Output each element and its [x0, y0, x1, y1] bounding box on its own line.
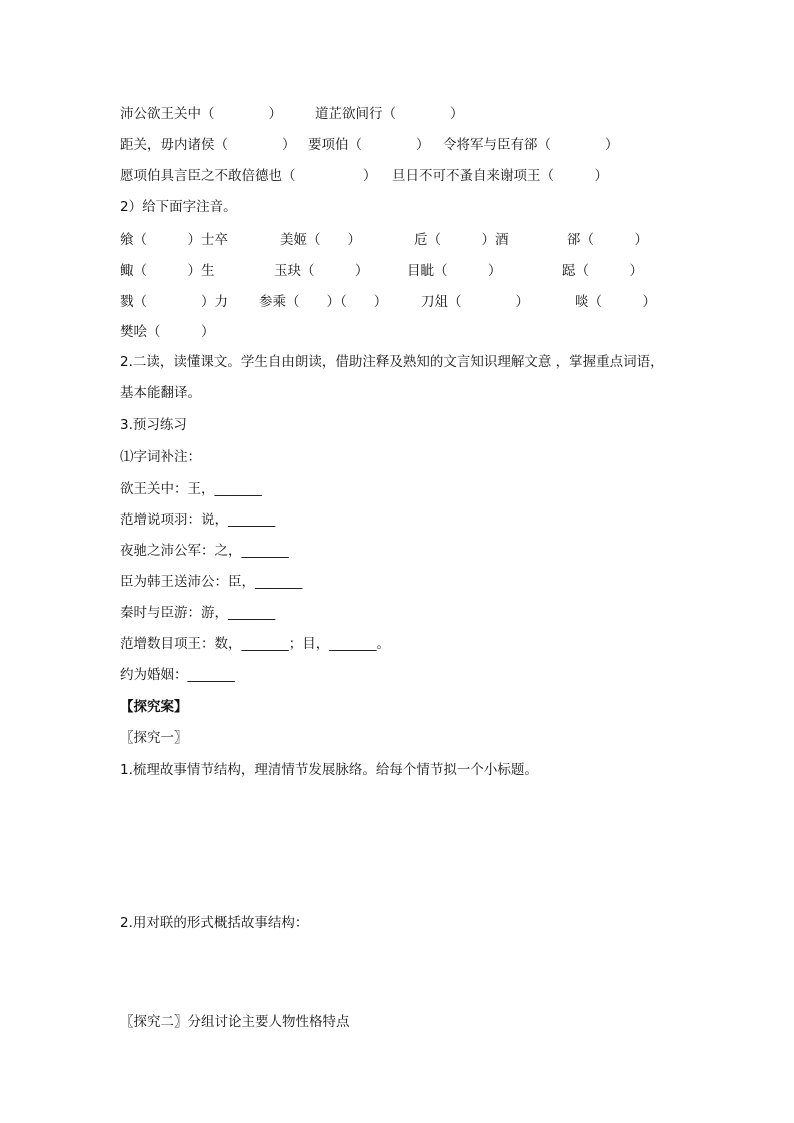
- phonetic-item: 参乘（ ）（ ）: [259, 294, 388, 310]
- pinyin-item: 道芷欲间行（ ）: [315, 106, 464, 122]
- pinyin-item: 令将军与臣有郤（ ）: [443, 137, 619, 153]
- phonetic-item: 郤（ ）: [567, 232, 648, 248]
- explore-two-heading: 〖探究二〗分组讨论主要人物性格特点: [120, 1014, 350, 1030]
- word-note: 欲王关中：王，_______: [120, 481, 262, 497]
- phonetic-item: 鲰（ ）生: [120, 263, 215, 279]
- section-heading: 3.预习练习: [120, 417, 187, 433]
- word-note: 秦时与臣游：游，_______: [120, 605, 276, 621]
- section-heading: 2）给下面字注音。: [120, 199, 237, 215]
- phonetic-item: 飨（ ）士卒: [120, 232, 228, 248]
- pinyin-item: 距关，毋内诸侯（ ）: [120, 137, 296, 153]
- phonetic-item: 美姬（ ）: [280, 232, 361, 248]
- word-note: 范增数目项王：数，_______；目，_______。: [120, 636, 390, 652]
- phonetic-item: 戮（ ）力: [120, 294, 228, 310]
- pinyin-item: 沛公欲王关中（ ）: [120, 106, 282, 122]
- phonetic-item: 卮（ ）酒: [414, 232, 509, 248]
- word-note: 臣为韩王送沛公：臣，_______: [120, 574, 303, 590]
- explore-one-heading: 〖探究一〗: [120, 730, 188, 746]
- phonetic-item: 玉玦（ ）: [274, 263, 369, 279]
- word-note: 夜驰之沛公军：之，_______: [120, 543, 289, 559]
- phonetic-item: 樊哙（ ）: [120, 324, 215, 340]
- task-item: 2.用对联的形式概括故事结构：: [120, 915, 309, 931]
- pinyin-item: 旦日不可不蚤自来谢项王（ ）: [392, 168, 608, 184]
- pinyin-item: 愿项伯具言臣之不敢倍德也（ ）: [120, 168, 377, 184]
- phonetic-item: 刀俎（ ）: [421, 294, 529, 310]
- phonetic-item: 啖（ ）: [575, 294, 656, 310]
- paragraph-line: 2.二读，读懂课文。学生自由朗读，借助注释及熟知的文言知识理解文意 ，掌握重点词语，: [120, 354, 664, 370]
- pinyin-item: 要项伯（ ）: [308, 137, 430, 153]
- word-note: 约为婚姻：_______: [120, 667, 235, 683]
- task-item: 1.梳理故事情节结构，理清情节发展脉络。给每个情节拟一个小标题。: [120, 762, 538, 778]
- phonetic-item: 跽（ ）: [562, 263, 643, 279]
- phonetic-item: 目眦（ ）: [407, 263, 502, 279]
- explore-case-heading: 【探究案】: [120, 699, 188, 715]
- paragraph-line: 基本能翻译。: [120, 385, 201, 401]
- word-note: 范增说项羽：说，_______: [120, 512, 276, 528]
- subsection-heading: ⑴字词补注：: [120, 449, 201, 465]
